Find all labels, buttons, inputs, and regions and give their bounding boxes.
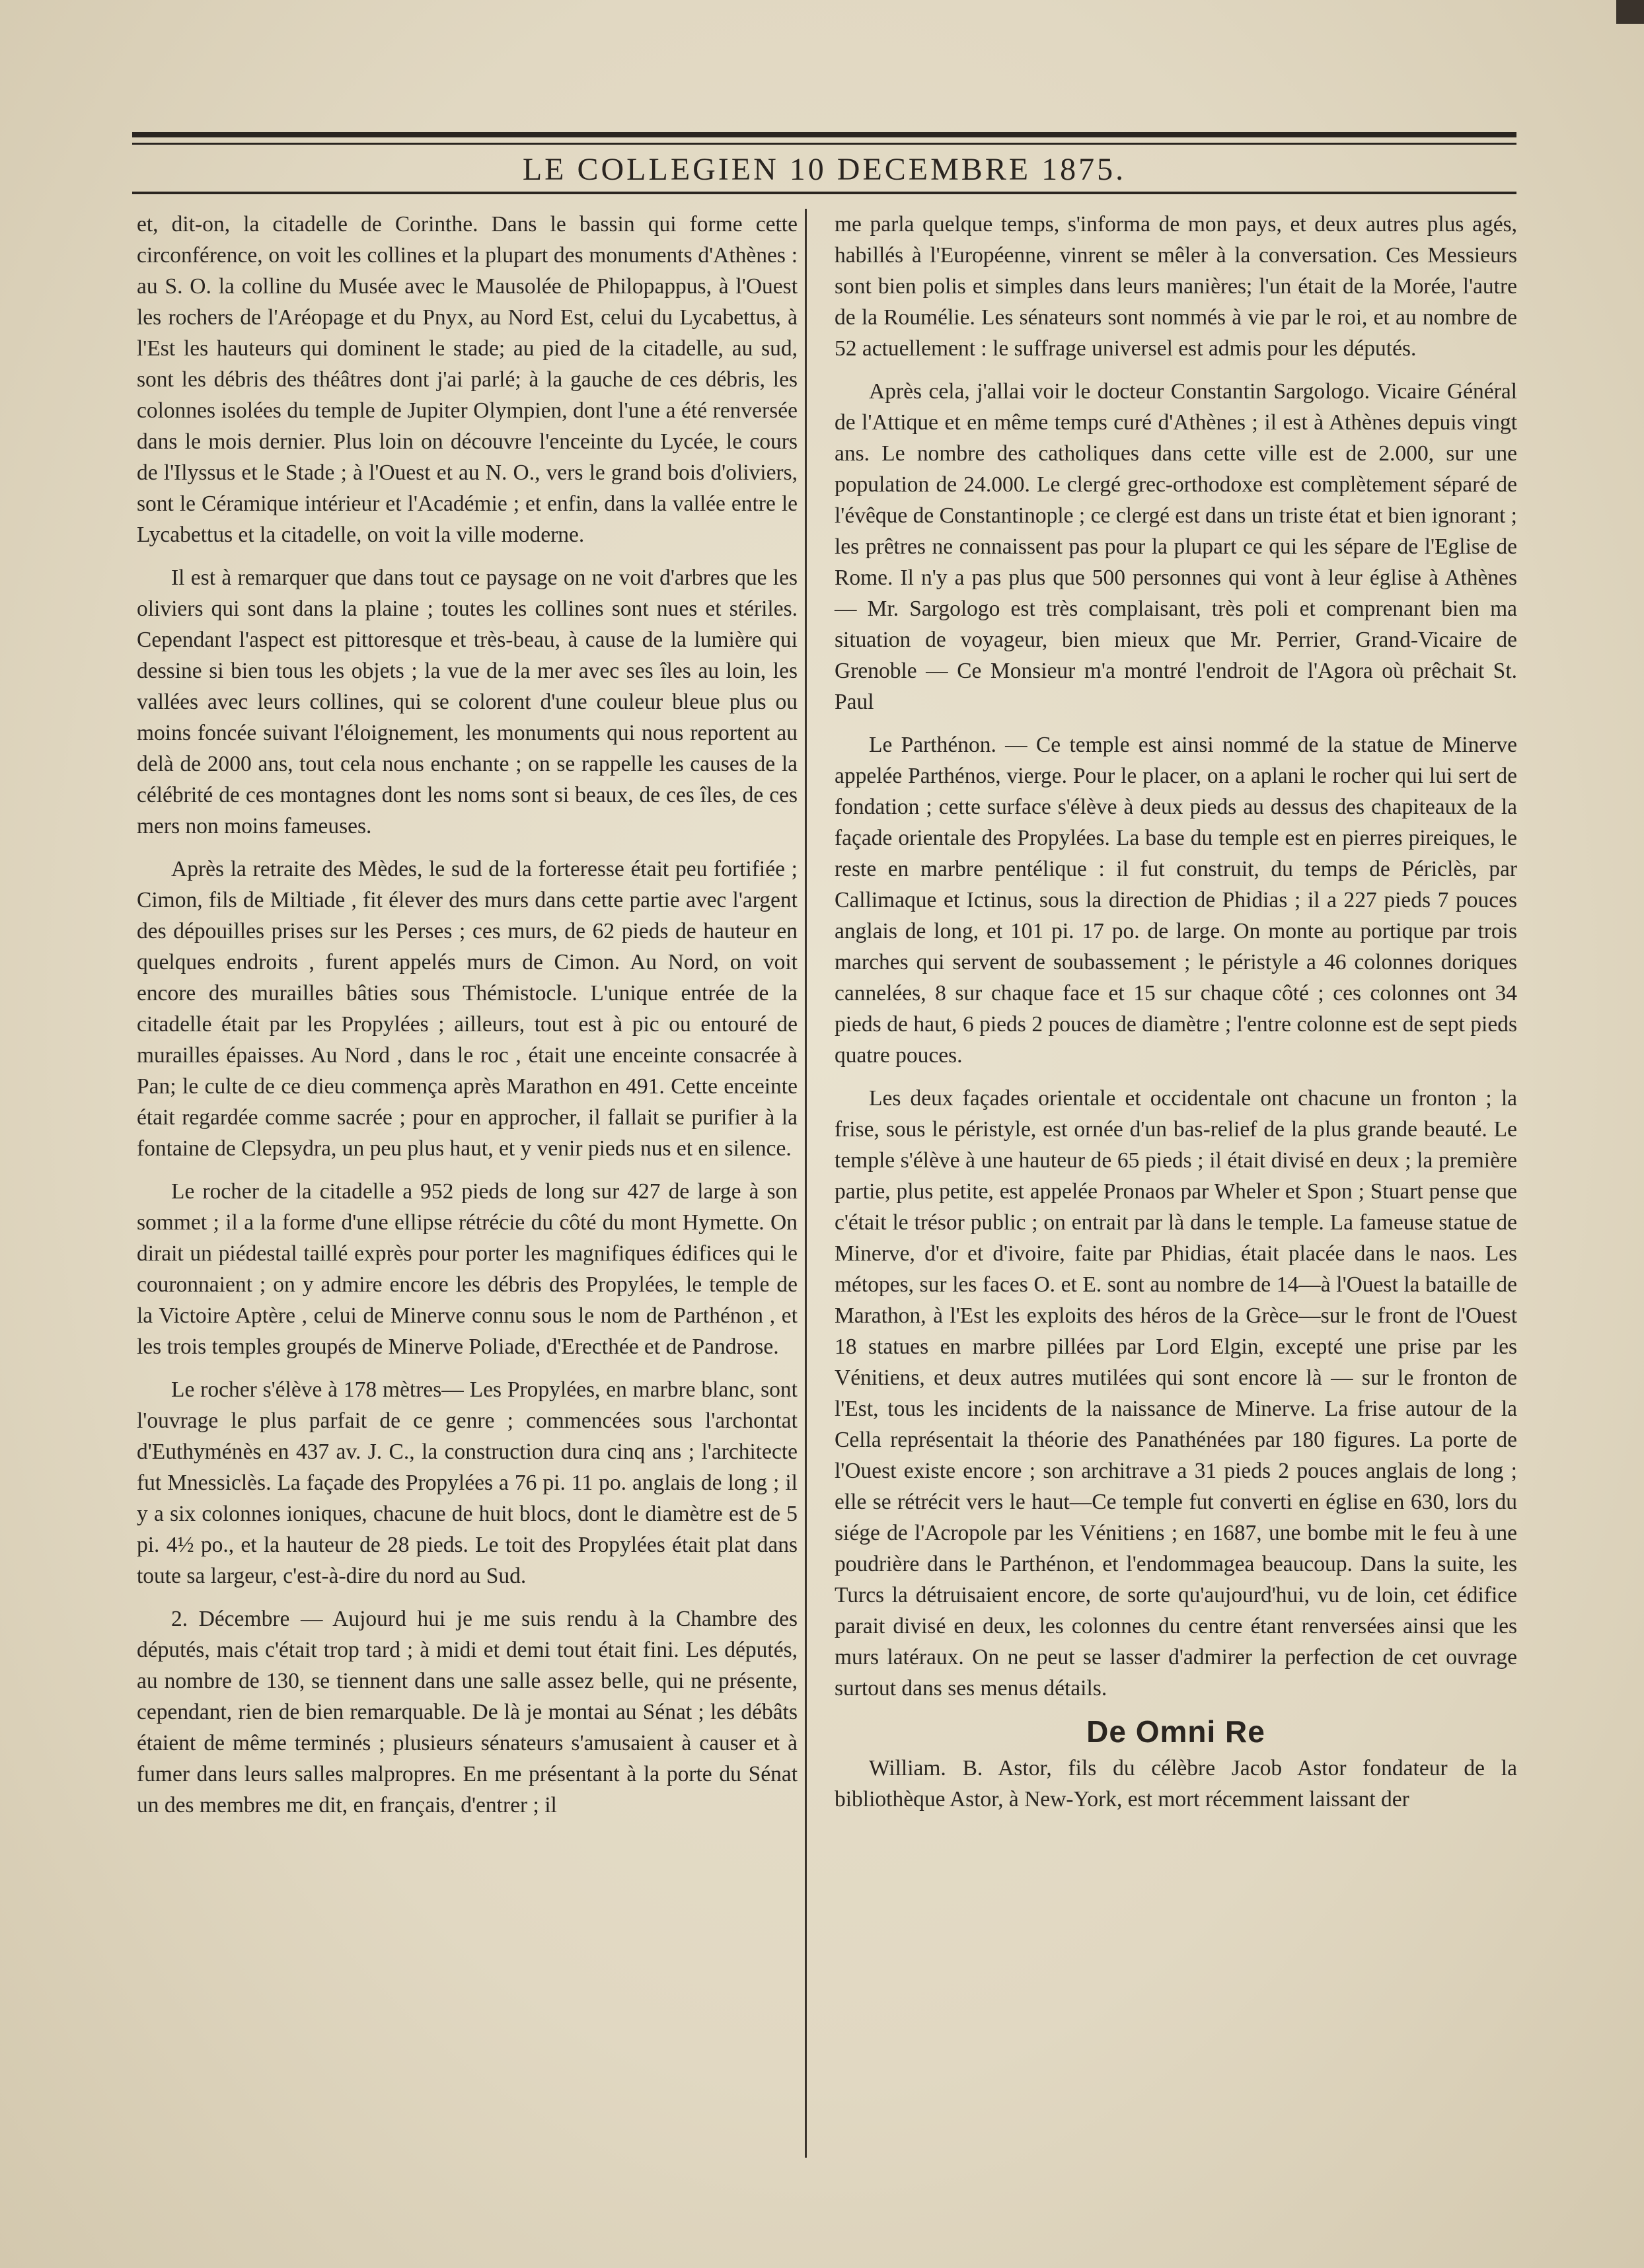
paragraph: Les deux façades orientale et occidentale ont chacune un fronton ; la frise, sous le péristyle, est ornée d'un bas-relief de la plus grande beauté. Le temple s'élève à une hauteur de 65 pieds ; il était divisé en deux ; la première partie, plus petite, est appelée Pronaos par Wheler et Spon ; Stuart pense que c'était le trésor public ; on entrait par là dans le temple. La fameuse statue de Minerve, d'or et d'ivoire, faite par Phidias, était placée dans le naos. Les métopes, sur les faces O. et E. sont au nombre de 14—à l'Ouest la bataille de Marathon, à l'Est les exploits des héros de la Grèce—sur le front de l'Ouest 18 statues en marbre pillées par Lord Elgin, excepté une prise par les Vénitiens, et deux autres mutilées qui sont encore là — sur le fronton de l'Est, tous les incidents de la naissance de Minerve. La frise autour de la Cella représentait la théorie des Panathénées par 180 figures. La porte de l'Ouest existe encore ; son architrave a 31 pieds 2 pouces anglais de long ; elle se rétrécit vers le haut—Ce temple fut converti en église en 630, lors du siége de l'Acropole par les Vénitiens ; en 1687, une bombe mit le feu à une poudrière dans le Parthénon, et l'endommagea beaucoup. Dans la suite, les Turcs la détruisaient encore, de sorte qu'aujourd'hui, vu de loin, cet édifice parait divisé en deux, les colonnes du centre étant renversées ainsi que les murs latéraux. On ne peut se lasser d'admirer la perfection de cet ouvrage surtout dans ses menus détails. — [835, 1086, 1517, 1701]
section-title: De Omni Re — [1086, 1714, 1265, 1749]
masthead: LE COLLEGIEN 10 DECEMBRE 1875. — [522, 152, 1127, 187]
left-column — [137, 209, 798, 1821]
masthead-rule-thin — [132, 143, 1516, 145]
paragraph: Après cela, j'allai voir le docteur Constantin Sargologo. Vicaire Général de l'Attique et en même temps curé d'Athènes ; il est à Athènes depuis vingt ans. Le nombre des catholiques dans cette ville est de 2.000, sur une population de 24.000. Le clergé grec-orthodoxe est complètement séparé de l'évêque de Constantinople ; ce clergé est dans un triste état et bien ignorant ; les prêtres ne connaissent pas pour la plupart ce qui les sépare de l'Eglise de Rome. Il n'y a pas plus que 500 personnes qui vont à leur église à Athènes — Mr. Sargologo est très complaisant, très poli et comprenant bien ma situation de voyageur, bien mieux que Mr. Perrier, Grand-Vicaire de Grenoble — Ce Monsieur m'a montré l'endroit de l'Agora où prêchait St. Paul — [835, 379, 1517, 714]
paragraph: William. B. Astor, fils du célèbre Jacob Astor fondateur de la bibliothèque Astor, à New-York, est mort récemment laissant der — [835, 1756, 1517, 1811]
paragraph: Après la retraite des Mèdes, le sud de la forteresse était peu fortifiée ; Cimon, fils de Miltiade , fit élever des murs dans cette partie avec l'argent des dépouilles prises sur les Perses ; ces murs, de 62 pieds de hauteur en quelques endroits , furent appelés murs de Cimon. Au Nord, on voit encore des murailles bâties sous Thémistocle. L'unique entrée de la citadelle était par les Propylées ; ailleurs, tout est à pic ou entouré de murailles épaisses. Au Nord , dans le roc , était une enceinte consacrée à Pan; le culte de ce dieu commença après Marathon en 491. Cette enceinte était regardée comme sacrée ; pour en approcher, il fallait se purifier à la fontaine de Clepsydra, un peu plus haut, et y venir pieds nus et en silence. — [137, 857, 798, 1161]
paragraph: et, dit-on, la citadelle de Corinthe. Dans le bassin qui forme cette circonférence, on voit les collines et la plupart des monuments d'Athènes : au S. O. la colline du Musée avec le Mausolée de Philopappus, à l'Ouest les rochers de l'Aréopage et du Pnyx, au Nord Est, celui du Lycabettus, à l'Est les hauteurs qui dominent le stade; au pied de la citadelle, au sud, sont les débris des théâtres dont j'ai parlé; à la gauche de ces débris, les colonnes isolées du temple de Jupiter Olympien, dont l'une a été renversée dans le mois dernier. Plus loin on découvre l'enceinte du Lycée, le cours de l'Ilyssus et le Stade ; à l'Ouest et au N. O., vers le grand bois d'oliviers, sont le Céramique intérieur et l'Académie ; et enfin, dans la vallée entre le Lycabettus et la citadelle, on voit la ville moderne. — [137, 212, 798, 547]
masthead-rule-thick — [132, 132, 1516, 137]
masthead-rule-bottom — [132, 192, 1516, 194]
paragraph: Le rocher de la citadelle a 952 pieds de long sur 427 de large à son sommet ; il a la forme d'une ellipse rétrécie du côté du mont Hymette. On dirait un piédestal taillé exprès pour porter les magnifiques édifices qui le couronnaient ; on y admire encore les débris des Propylées, le temple de la Victoire Aptère , celui de Minerve connu sous le nom de Parthénon , et les trois temples groupés de Minerve Poliade, d'Erecthée et de Pandrose. — [137, 1179, 798, 1359]
paragraph: me parla quelque temps, s'informa de mon pays, et deux autres plus agés, habillés à l'Européenne, vinrent se mêler à la conversation. Ces Messieurs sont bien polis et simples dans leurs manières; l'un était de la Morée, l'autre de la Roumélie. Les sénateurs sont nommés à vie par le roi, et au nombre de 52 actuellement : le suffrage universel est admis pour les députés. — [835, 212, 1517, 361]
column-divider — [805, 209, 807, 2158]
right-column — [835, 209, 1517, 1815]
paragraph: Le Parthénon. — Ce temple est ainsi nommé de la statue de Minerve appelée Parthénos, vierge. Pour le placer, on a aplani le rocher qui lui sert de fondation ; cette surface s'élève à deux pieds au dessus des chapiteaux de la façade orientale des Propylées. La base du temple est en pierres pireiques, le reste en marbre pentélique : il fut construit, du temps de Périclès, par Callimaque et Ictinus, sous la direction de Phidias ; il a 227 pieds 7 pouces anglais de long, et 101 pi. 17 po. de large. On monte au portique par trois marches qui servent de soubassement ; le péristyle a 46 colonnes doriques cannelées, 8 sur chaque face et 15 sur chaque côté ; ces colonnes ont 34 pieds de haut, 6 pieds 2 pouces de diamètre ; l'entre colonne est de sept pieds quatre pouces. — [835, 733, 1517, 1068]
paragraph: 2. Décembre — Aujourd hui je me suis rendu à la Chambre des députés, mais c'était trop tard ; à midi et demi tout était fini. Les députés, au nombre de 130, se tiennent dans une salle assez belle, qui ne présente, cependant, rien de bien remarquable. De là je montai au Sénat ; les débâts étaient de même terminés ; plusieurs sénateurs s'amusaient à causer et à fumer dans leurs salles malpropres. En me présentant à la porte du Sénat un des membres me dit, en français, d'entrer ; il — [137, 1607, 798, 1817]
paragraph: Le rocher s'élève à 178 mètres— Les Propylées, en marbre blanc, sont l'ouvrage le plus parfait de ce genre ; commencées sous l'archontat d'Euthyménès en 437 av. J. C., la construction dura cinq ans ; l'architecte fut Mnessiclès. La façade des Propylées a 76 pi. 11 po. anglais de long ; il y a six colonnes ioniques, chacune de huit blocs, dont le diamètre est de 5 pi. 4½ po., et la hauteur de 28 pieds. Le toit des Propylées était plat dans toute sa largeur, c'est-à-dire du nord au Sud. — [137, 1377, 798, 1588]
paragraph: Il est à remarquer que dans tout ce paysage on ne voit d'arbres que les oliviers qui sont dans la plaine ; toutes les collines sont nues et stériles. Cependant l'aspect est pittoresque et très-beau, à cause de la lumière qui dessine si bien tous les objets ; la vue de la mer avec ses îles au loin, les vallées avec leurs collines, qui se colorent d'une couleur bleue plus ou moins foncée suivant l'éloignement, les monuments qui nous reportent au delà de 2000 ans, tout cela nous enchante ; on se rappelle les causes de la célébrité de ces montagnes dont les noms sont si beaux, de ces îles, de ces mers non moins fameuses. — [137, 566, 798, 838]
corner-mark — [1616, 0, 1644, 24]
